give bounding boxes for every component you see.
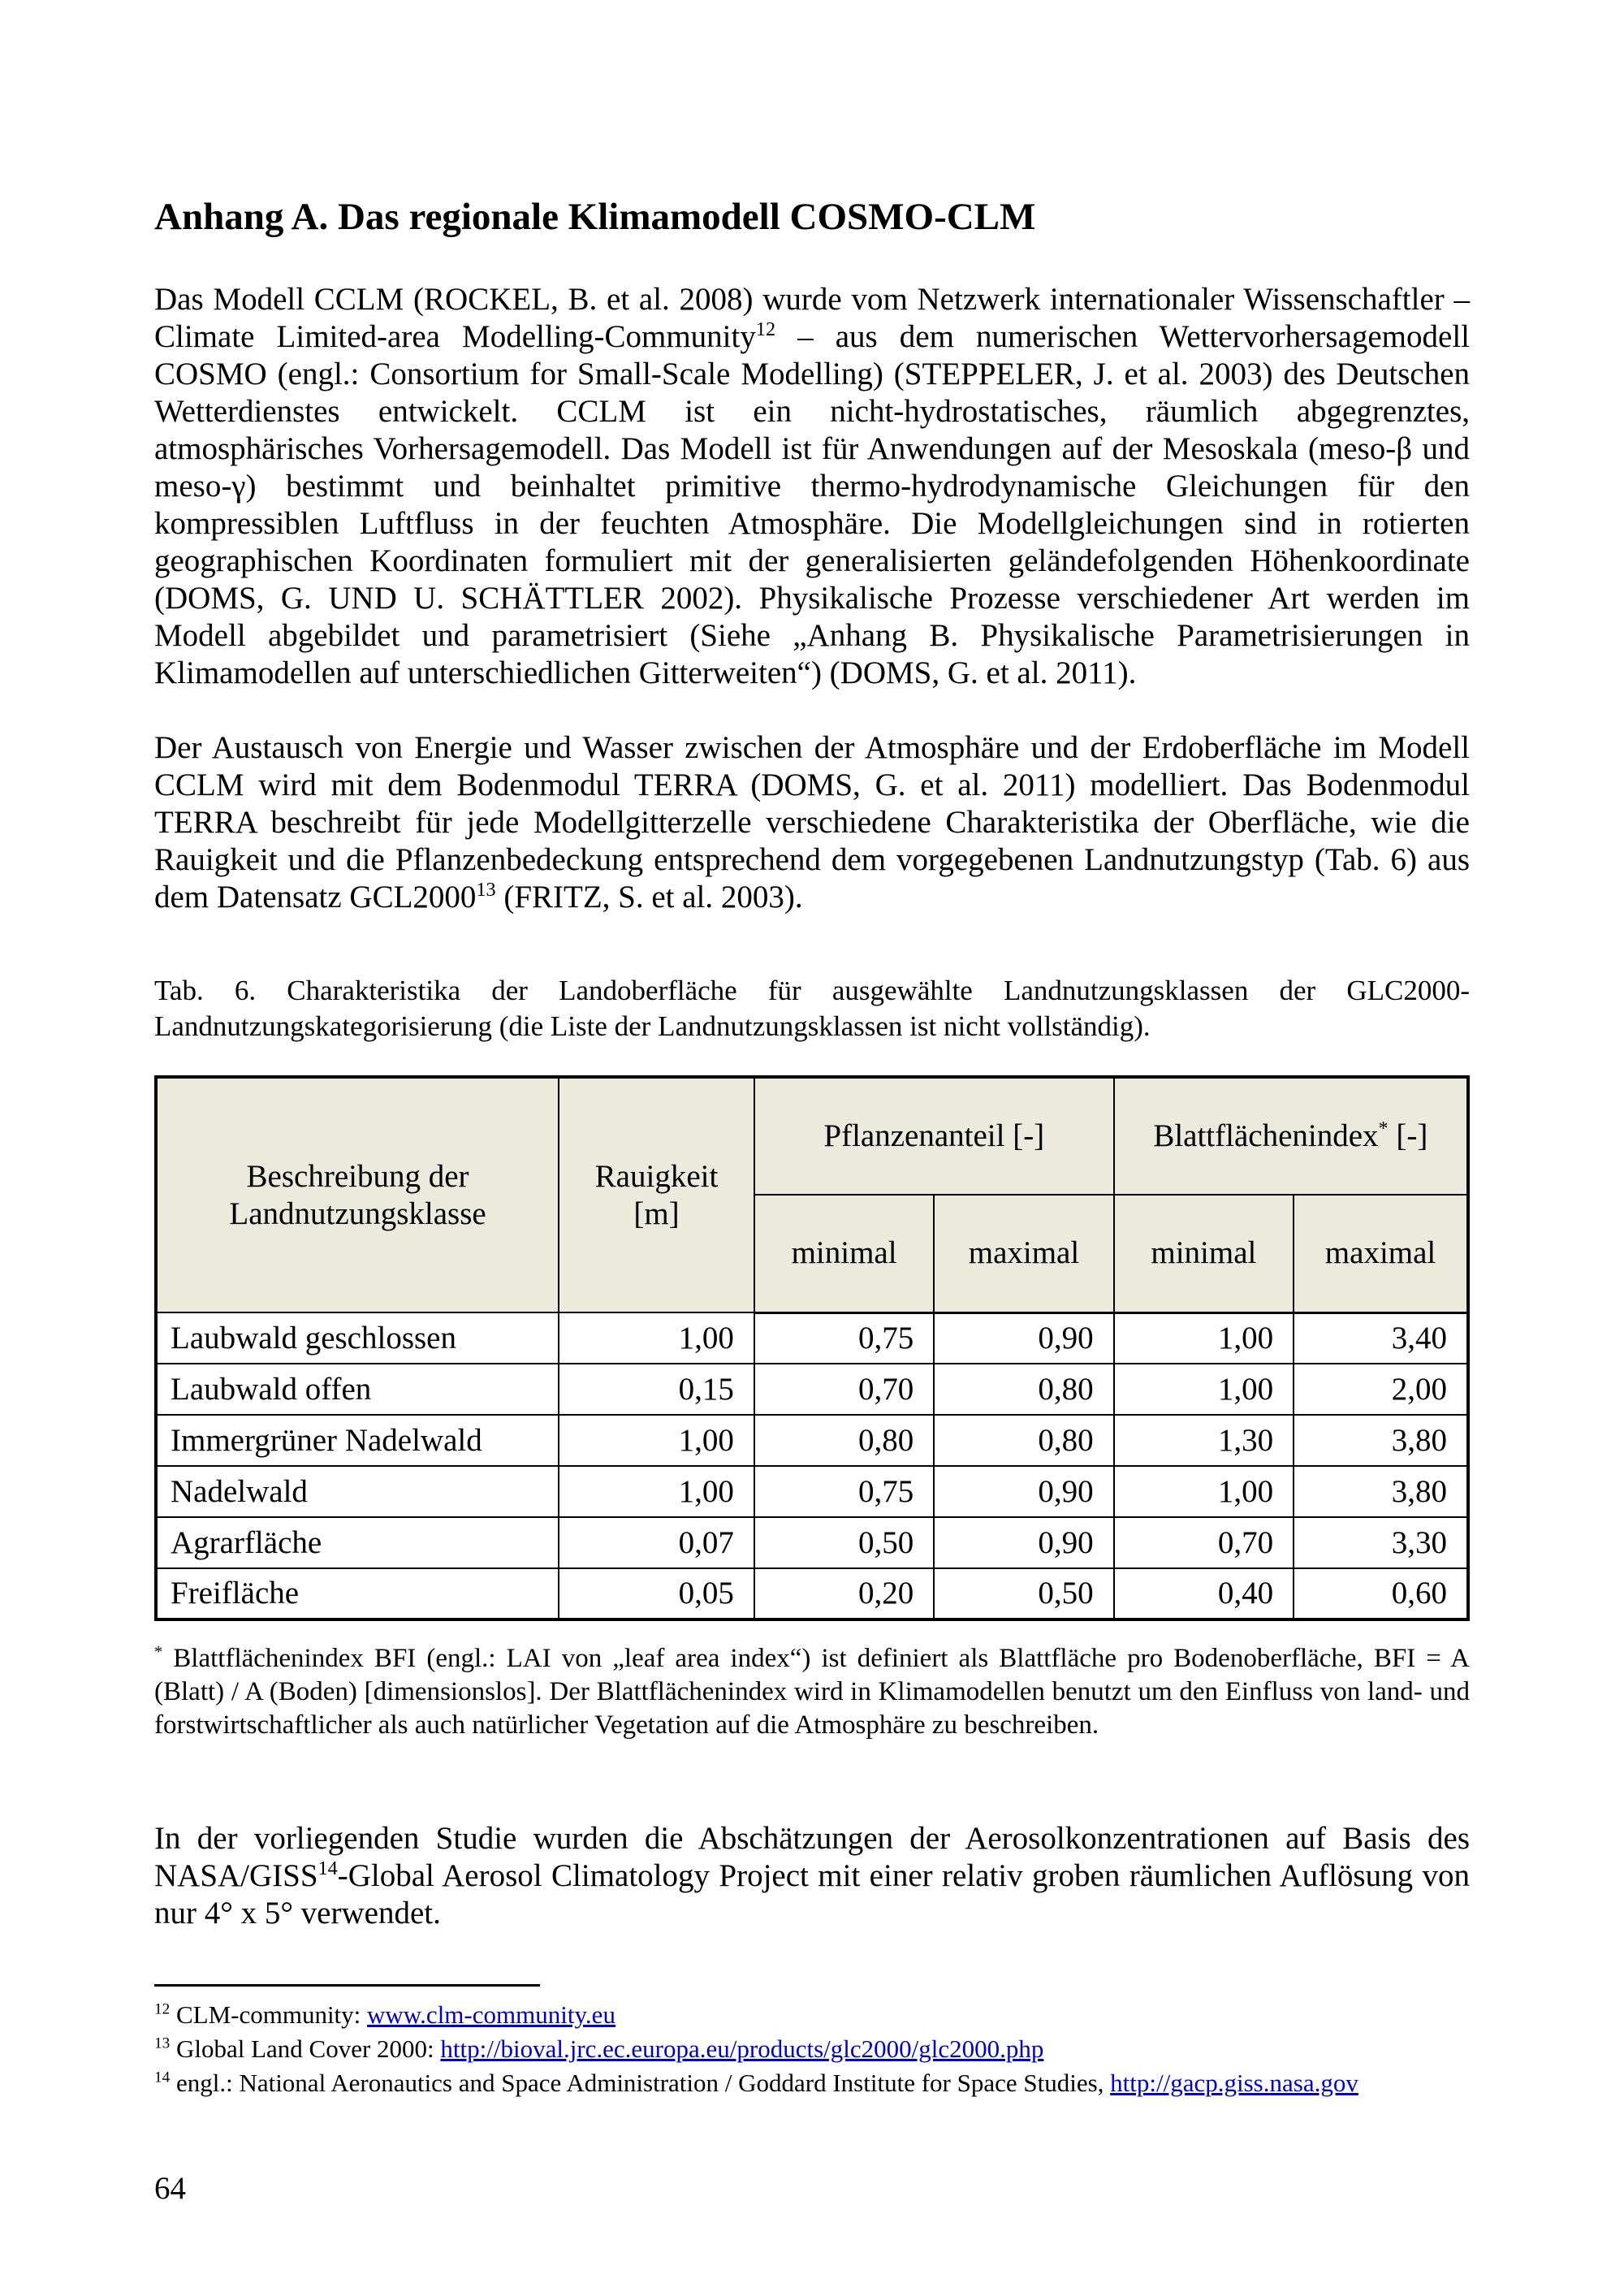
roughness-value: 0,15 — [559, 1364, 754, 1415]
paragraph-text: Der Austausch von Energie und Wasser zwischen der Atmosphäre und der Erdoberfläche im Modell CCLM wird mit dem Bodenmodul TERRA (DOMS, G. et al. 2011) modelliert. Das Bodenmodul TERRA beschreibt für jede Modellgitterzelle verschiedene Charakteristika der Oberfläche, wie die Rauigkeit und die Pflanzenbedeckung entsprechend dem vorgegebenen Landnutzungstyp (Tab. 6) aus dem Datensatz GCL2000 — [154, 730, 1470, 915]
table-row — [156, 1364, 1468, 1415]
paragraph-text: -Global Aerosol Climatology Project mit einer relativ groben räumlichen Auflösung von nur 4° x 5° verwendet. — [154, 1858, 1470, 1931]
plant-max-value: 0,90 — [934, 1517, 1113, 1568]
paragraph-text: In der vorliegenden Studie wurden die Abschätzungen der Aerosolkonzentrationen auf Basis des NASA/GISS — [154, 1821, 1470, 1893]
leaf-area-index-unit: [-] — [1388, 1118, 1428, 1153]
table-row — [156, 1517, 1468, 1568]
body-paragraph-1 — [154, 281, 1470, 692]
col-group-leaf-area-index — [1114, 1077, 1468, 1195]
paragraph-text: – aus dem numerischen Wettervorhersagemodell COSMO (engl.: Consortium for Small-Scale Modelling) (STEPPELER, J. et al. 2003) des Deutschen Wetterdienstes entwickelt. CCLM ist ein nicht-hydrostatisches, räumlich abgegrenztes, atmosphärisches Vorhersagemodell. Das Modell ist für Anwendungen auf der Mesoskala (meso-β und meso-γ) bestimmt und beinhaltet primitive thermo-hydrodynamische Gleichungen für den kompressiblen Luftfluss in der feuchten Atmosphäre. Die Modellgleichungen sind in rotierten geographischen Koordinaten formuliert mit der generalisierten geländefolgenden Höhenkoordinate (DOMS, G. UND U. SCHÄTTLER 2002). Physikalische Prozesse verschiedener Art werden im Modell abgebildet und parametrisiert (Siehe „Anhang B. Physikalische Parametrisierungen in Klimamodellen auf unterschiedlichen Gitterweiten“) (DOMS, G. et al. 2011). — [154, 319, 1470, 690]
table-row — [156, 1568, 1468, 1619]
footnote-ref-14: 14 — [317, 1857, 338, 1879]
table-caption: Tab. 6. Charakteristika der Landoberfläche für ausgewählte Landnutzungsklassen der GLC2000-Landnutzungskategorisierung (die Liste der Landnutzungsklassen ist nicht vollständig). — [154, 975, 1470, 1042]
subheader-plant-maximal: maximal — [934, 1195, 1113, 1312]
lai-max-value: 3,80 — [1294, 1415, 1468, 1466]
footnote-text: engl.: National Aeronautics and Space Administration / Goddard Institute for Space Studies, — [175, 2069, 1111, 2097]
roughness-value: 0,07 — [559, 1517, 754, 1568]
roughness-value: 1,00 — [559, 1466, 754, 1517]
footnote-12 — [154, 1998, 1470, 2032]
land-use-table — [154, 1075, 1470, 1621]
col-group-plant-fraction: Pflanzenanteil [-] — [754, 1077, 1114, 1195]
lai-max-value: 3,30 — [1294, 1517, 1468, 1568]
roughness-value: 0,05 — [559, 1568, 754, 1619]
table-footnote — [154, 1642, 1470, 1742]
lai-max-value: 0,60 — [1294, 1568, 1468, 1619]
subheader-plant-minimal: minimal — [754, 1195, 934, 1312]
lai-min-value: 1,00 — [1114, 1364, 1294, 1415]
plant-min-value: 0,75 — [754, 1466, 934, 1517]
table-header-row-groups — [156, 1077, 1468, 1195]
footnote-separator-rule — [154, 1984, 540, 1987]
table-row — [156, 1466, 1468, 1517]
roughness-value: 1,00 — [559, 1415, 754, 1466]
land-use-class-name: Agrarfläche — [156, 1517, 559, 1568]
lai-max-value: 3,40 — [1294, 1312, 1468, 1364]
footnote-link-gacp-giss[interactable]: http://gacp.giss.nasa.gov — [1110, 2069, 1358, 2097]
table-footnote-text: Blattflächenindex BFI (engl.: LAI von „leaf area index“) ist definiert als Blattfläche pro Bodenoberfläche, BFI = A (Blatt) / A (Boden) [dimensionslos]. Der Blattflächenindex wird in Klimamodellen benutzt um den Einfluss von land- und forstwirtschaftlicher als auch natürlicher Vegetation auf die Atmosphäre zu beschreiben. — [154, 1644, 1470, 1740]
footnote-marker: 14 — [154, 2069, 171, 2086]
page-number: 64 — [154, 2171, 186, 2206]
col-header-roughness: Rauigkeit [m] — [559, 1077, 754, 1312]
plant-min-value: 0,80 — [754, 1415, 934, 1466]
footnote-star-ref: * — [1378, 1118, 1389, 1139]
lai-min-value: 0,40 — [1114, 1568, 1294, 1619]
lai-max-value: 3,80 — [1294, 1466, 1468, 1517]
land-use-class-name: Immergrüner Nadelwald — [156, 1415, 559, 1466]
land-use-class-name: Nadelwald — [156, 1466, 559, 1517]
plant-min-value: 0,70 — [754, 1364, 934, 1415]
land-use-class-name: Freifläche — [156, 1568, 559, 1619]
lai-min-value: 1,00 — [1114, 1312, 1294, 1364]
body-paragraph-2 — [154, 729, 1470, 916]
plant-min-value: 0,75 — [754, 1312, 934, 1364]
lai-max-value: 2,00 — [1294, 1364, 1468, 1415]
plant-max-value: 0,80 — [934, 1415, 1113, 1466]
body-paragraph-3 — [154, 1820, 1470, 1932]
footnote-text: Global Land Cover 2000: — [175, 2034, 441, 2063]
footnote-14 — [154, 2066, 1470, 2100]
roughness-value: 1,00 — [559, 1312, 754, 1364]
plant-max-value: 0,80 — [934, 1364, 1113, 1415]
table-row — [156, 1415, 1468, 1466]
land-use-class-name: Laubwald offen — [156, 1364, 559, 1415]
plant-max-value: 0,90 — [934, 1312, 1113, 1364]
lai-min-value: 0,70 — [1114, 1517, 1294, 1568]
footnote-13 — [154, 2032, 1470, 2066]
col-header-landuse-class: Beschreibung der Landnutzungsklasse — [156, 1077, 559, 1312]
section-heading: Anhang A. Das regionale Klimamodell COSMO-CLM — [154, 196, 1036, 238]
footnote-link-glc2000[interactable]: http://bioval.jrc.ec.europa.eu/products/glc2000/glc2000.php — [440, 2034, 1044, 2063]
footnote-marker: 13 — [154, 2034, 171, 2052]
footnote-ref-12: 12 — [755, 318, 776, 340]
footnote-star-marker: * — [154, 1643, 163, 1661]
subheader-lai-minimal: minimal — [1114, 1195, 1294, 1312]
footnote-area — [154, 1984, 1470, 2100]
footnote-text: CLM-community: — [175, 2000, 368, 2029]
footnote-ref-13: 13 — [476, 879, 496, 901]
footnote-marker: 12 — [154, 2000, 171, 2018]
table-row — [156, 1312, 1468, 1364]
land-use-class-name: Laubwald geschlossen — [156, 1312, 559, 1364]
paragraph-text: (FRITZ, S. et al. 2003). — [495, 880, 803, 915]
subheader-lai-maximal: maximal — [1294, 1195, 1468, 1312]
leaf-area-index-label: Blattflächenindex — [1153, 1118, 1379, 1153]
plant-min-value: 0,20 — [754, 1568, 934, 1619]
lai-min-value: 1,00 — [1114, 1466, 1294, 1517]
plant-max-value: 0,90 — [934, 1466, 1113, 1517]
lai-min-value: 1,30 — [1114, 1415, 1294, 1466]
plant-max-value: 0,50 — [934, 1568, 1113, 1619]
paragraph-text: Das Modell CCLM (ROCKEL, B. et al. 2008) wurde vom Netzwerk internationaler Wissenschaftler – Climate Limited-area Modelling-Community — [154, 282, 1470, 354]
plant-min-value: 0,50 — [754, 1517, 934, 1568]
footnote-link-clm-community[interactable]: www.clm-community.eu — [367, 2000, 615, 2029]
